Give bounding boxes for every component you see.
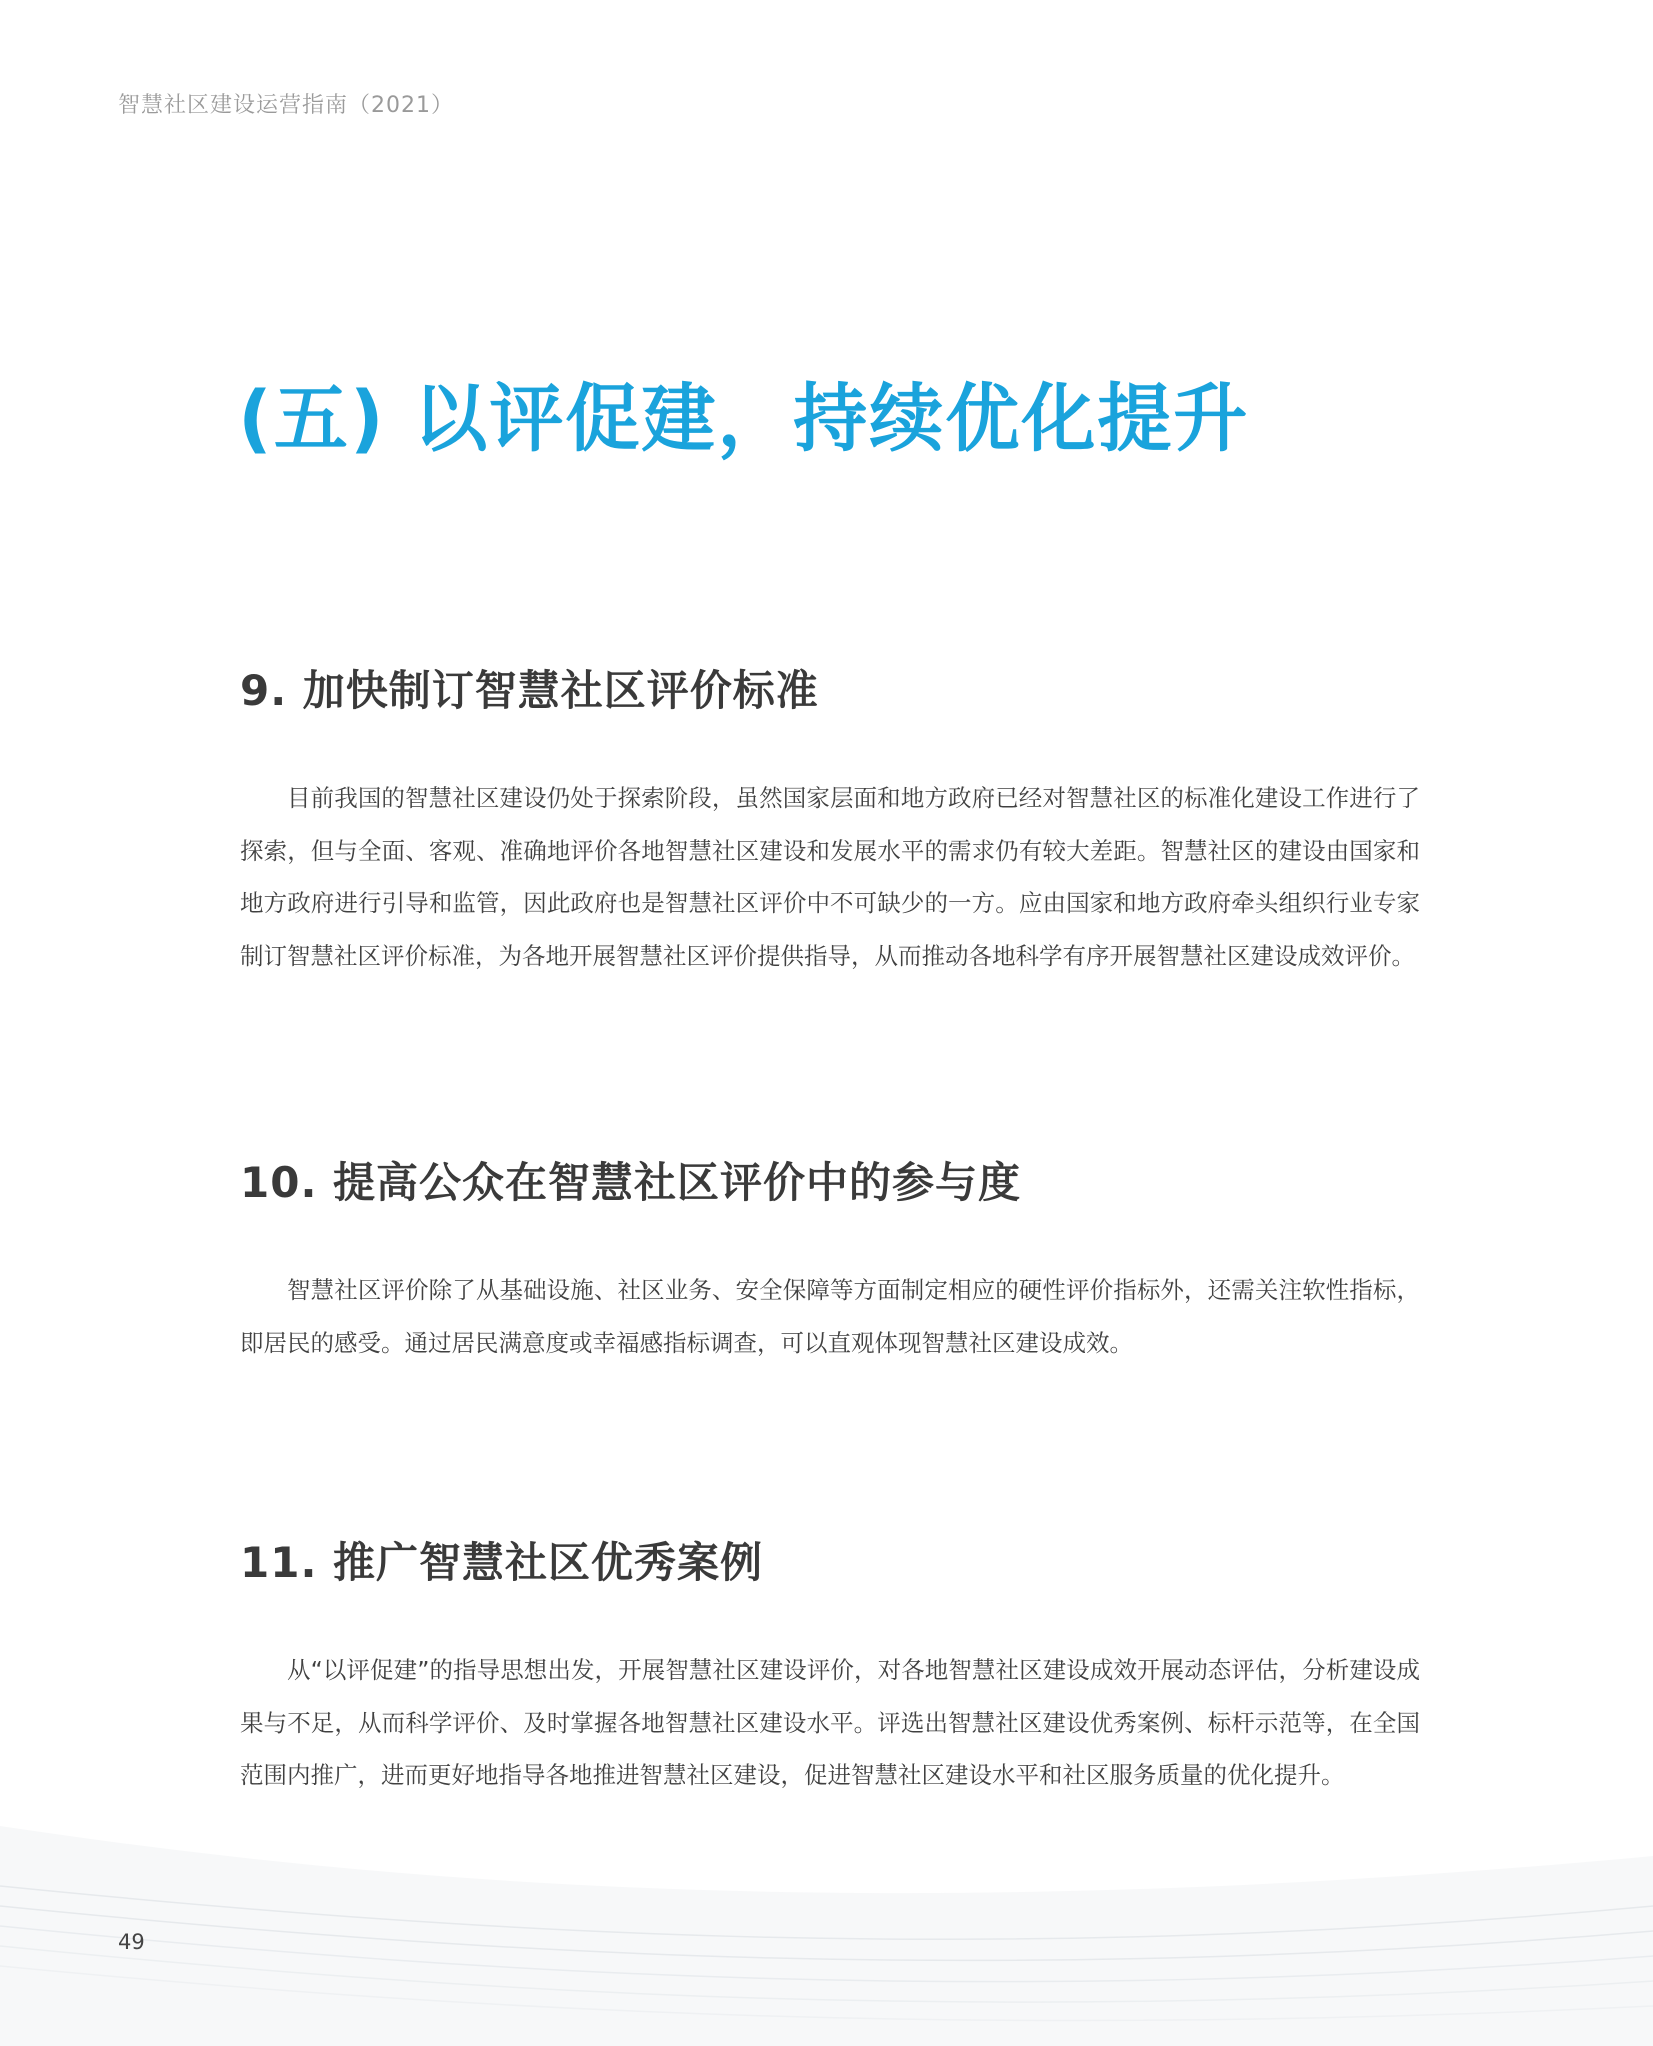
section-11 <box>240 1530 1420 1802</box>
page-number: 49 <box>118 1930 145 1954</box>
section-9 <box>240 658 1420 982</box>
running-header: 智慧社区建设运营指南（2021） <box>118 93 454 118</box>
decorative-wave <box>0 1766 1653 2046</box>
section-heading: 9. 加快制订智慧社区评价标准 <box>240 666 819 715</box>
section-heading: 10. 提高公众在智慧社区评价中的参与度 <box>240 1158 1022 1207</box>
section-10 <box>240 1150 1420 1369</box>
chapter-title: (五) 以评促建，持续优化提升 <box>238 376 1250 462</box>
section-heading: 11. 推广智慧社区优秀案例 <box>240 1538 764 1587</box>
section-paragraph: 目前我国的智慧社区建设仍处于探索阶段，虽然国家层面和地方政府已经对智慧社区的标准化建设工作进行了探索，但与全面、客观、准确地评价各地智慧社区建设和发展水平的需求仍有较大差距。智慧社区的建设由国家和地方政府进行引导和监管，因此政府也是智慧社区评价中不可缺少的一方。应由国家和地方政府牵头组织行业专家制订智慧社区评价标准，为各地开展智慧社区评价提供指导，从而推动各地科学有序开展智慧社区建设成效评价。 <box>240 784 1420 970</box>
section-paragraph: 从“以评促建”的指导思想出发，开展智慧社区建设评价，对各地智慧社区建设成效开展动态评估，分析建设成果与不足，从而科学评价、及时掌握各地智慧社区建设水平。评选出智慧社区建设优秀案例、标杆示范等，在全国范围内推广，进而更好地指导各地推进智慧社区建设，促进智慧社区建设水平和社区服务质量的优化提升。 <box>240 1656 1420 1790</box>
section-paragraph: 智慧社区评价除了从基础设施、社区业务、安全保障等方面制定相应的硬性评价指标外，还需关注软性指标，即居民的感受。通过居民满意度或幸福感指标调查，可以直观体现智慧社区建设成效。 <box>240 1276 1420 1357</box>
